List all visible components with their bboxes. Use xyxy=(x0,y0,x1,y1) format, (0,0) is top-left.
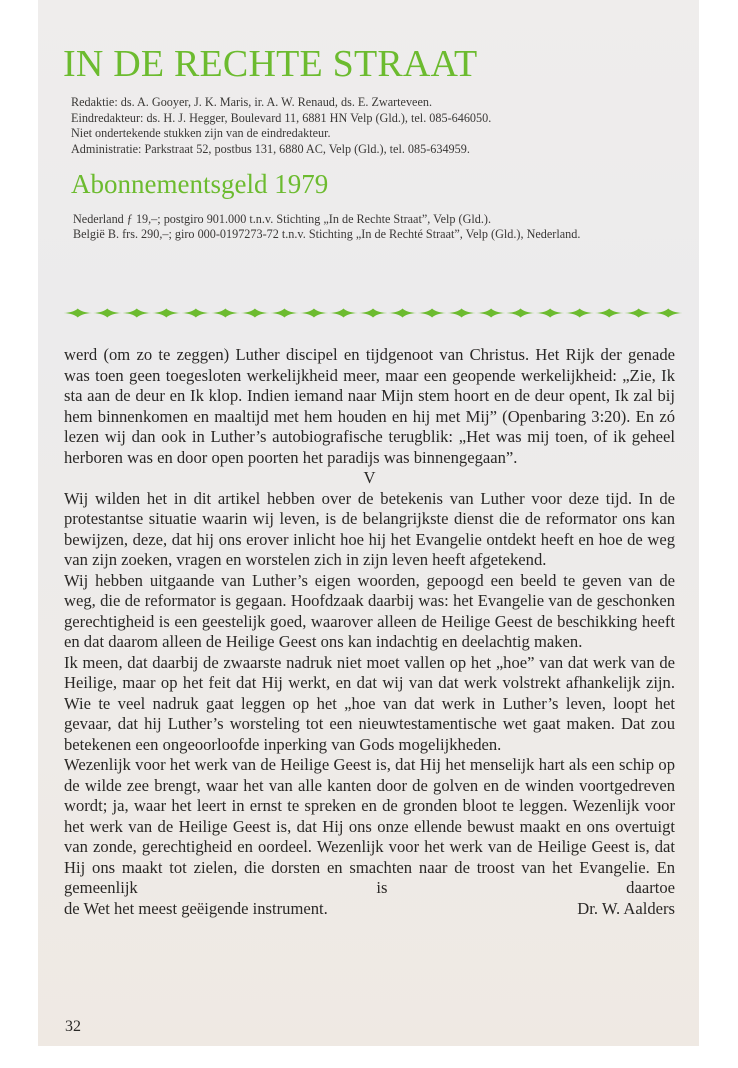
diamond-ornament xyxy=(477,309,506,318)
subscription-info xyxy=(73,212,613,243)
diamond-ornament xyxy=(418,309,447,318)
diamond-ornament xyxy=(123,309,152,318)
diamond-ornament xyxy=(241,309,270,318)
subscription-heading: Abonnementsgeld 1979 xyxy=(71,169,329,199)
diamond-ornament xyxy=(182,309,211,318)
diamond-ornament xyxy=(300,309,329,318)
article-body xyxy=(64,345,675,919)
article-final-line: de Wet het meest geëigende instrument. xyxy=(64,898,328,918)
article-author: Dr. W. Aalders xyxy=(577,898,675,918)
diamond-ornament xyxy=(211,309,240,318)
page-number: 32 xyxy=(65,1018,81,1035)
diamond-ornament xyxy=(624,309,653,318)
diamond-ornament xyxy=(565,309,594,318)
magazine-title: IN DE RECHTE STRAAT xyxy=(63,43,478,85)
diamond-ornament xyxy=(388,309,417,318)
masthead-chief-editor: Eindredakteur: ds. H. J. Hegger, Boulevard 11, 6881 HN Velp (Gld.), tel. 085-646050. xyxy=(71,110,492,125)
article-paragraph: Wezenlijk voor het werk van de Heilige Geest is, dat Hij het menselijk hart als een schip op de wilde zee brengt, waar het van alle kanten door de golven en de winden voortgedreven wordt; ja, waar het leert in ernst te spreken en de gronden bloot te leggen. Wezenlijk voor het werk van de Heilige Geest is, dat Hij ons onze ellende bewust maakt en ons overtuigt van zonde, gerechtigheid en oordeel. Wezenlijk voor het werk van de Heilige Geest is, dat Hij ons maakt tot zielen, die dorsten en smachten naar de troost van het Evangelie. En gemeenlijk is daartoe xyxy=(64,755,675,897)
diamond-divider xyxy=(63,307,683,319)
diamond-ornament xyxy=(506,309,535,318)
article-paragraph: Wij hebben uitgaande van Luther’s eigen woorden, gepoogd een beeld te geven van de weg, die de reformator is gegaan. Hoofdzaak daarbij was: het Evangelie van de geschonken gerechtigheid is een geestelijk goed, waarover alleen de Heilige Geest de beschikking heeft en dat daarom alleen de Heilige Geest ons kan indachtig en deelachtig maken. xyxy=(64,570,675,651)
article-paragraph: Wij wilden het in dit artikel hebben over de betekenis van Luther voor deze tijd. In de protestantse situatie waarin wij leven, is de belangrijkste dienst die de reformator ons kan bewijzen, deze, dat hij ons erover inlicht hoe hij het Evangelie ontdekt heeft en hoe de weg van zijn zoeken, vragen en worstelen zich in zijn leven heeft afgetekend. xyxy=(64,488,675,569)
diamond-ornament xyxy=(93,309,122,318)
article-closing xyxy=(64,899,675,920)
diamond-ornament xyxy=(64,309,93,318)
masthead-administration: Administratie: Parkstraat 52, postbus 131, 6880 AC, Velp (Gld.), tel. 085-634959. xyxy=(71,141,470,156)
article-paragraph: Ik meen, dat daarbij de zwaarste nadruk niet moet vallen op het „hoe” van dat werk van de Heilige, maar op het feit dat Hij werkt, en dat wij van dat werk volstrekt afhankelijk zijn. Wie te veel nadruk gaat leggen op het „hoe van dat werk in Luther’s leven, loopt het gevaar, dat hij Luther’s worsteling tot een nieuwtestamentische wet gaat maken. Dat zou betekenen een ongeoorloofde inperking van Gods mogelijkheden. xyxy=(64,652,675,754)
subscription-belgium: België B. frs. 290,–; giro 000-0197273-72 t.n.v. Stichting „In de Rechté Straat”, Velp (Gld.), Nederland. xyxy=(73,227,581,242)
diamond-ornament xyxy=(359,309,388,318)
magazine-page xyxy=(38,0,699,1046)
diamond-ornament xyxy=(654,309,683,318)
diamond-ornament xyxy=(152,309,181,318)
masthead-editors: Redaktie: ds. A. Gooyer, J. K. Maris, ir. A. W. Renaud, ds. E. Zwarteveen. xyxy=(71,95,433,109)
masthead xyxy=(71,95,671,157)
diamond-ornament xyxy=(329,309,358,318)
subscription-netherlands: Nederland ƒ 19,–; postgiro 901.000 t.n.v. Stichting „In de Rechte Straat”, Velp (Gld.). xyxy=(73,212,492,226)
article-paragraph: werd (om zo te zeggen) Luther discipel en tijdgenoot van Christus. Het Rijk der genade was toen geen toegesloten werkelijkheid meer, maar een geopende werkelijkheid: „Zie, Ik sta aan de deur en Ik klop. Indien iemand naar Mijn stem hoort en de deur opent, Ik zal bij hem binnenkomen en maaltijd met hem houden en hij met Mij” (Openbaring 3:20). En zó lezen wij dan ook in Luther’s autobiografische terugblik: „Het was mij toen, of ik geheel herboren was en door open poorten het paradijs was binnengegaan”. xyxy=(64,345,675,467)
masthead-note: Niet ondertekende stukken zijn van de eindredakteur. xyxy=(71,126,331,141)
diamond-ornament xyxy=(536,309,565,318)
section-number: V xyxy=(363,468,376,487)
diamond-ornament xyxy=(270,309,299,318)
diamond-ornament xyxy=(447,309,476,318)
diamond-ornament xyxy=(595,309,624,318)
